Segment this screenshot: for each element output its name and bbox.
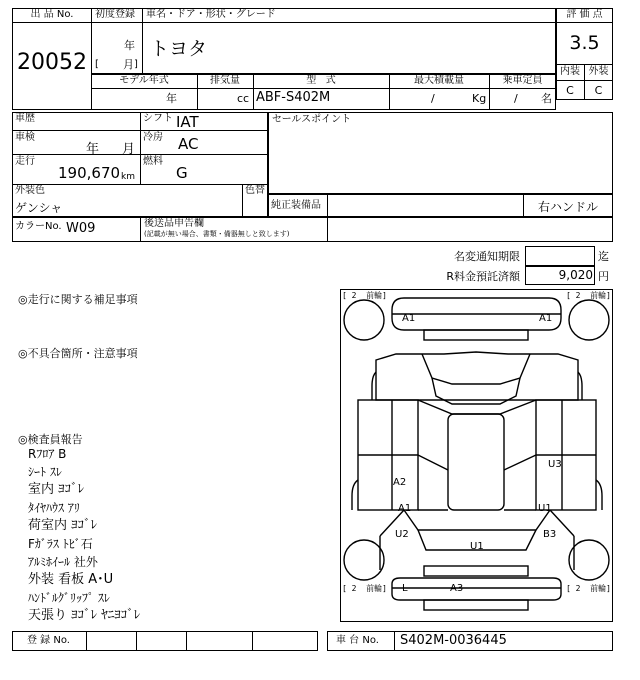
color-no-value: W09 (66, 221, 96, 236)
damage-mark: B3 (543, 529, 557, 540)
notice-suffix: 迄 (598, 250, 609, 263)
remark-line: Fｶﾞﾗｽ ﾄﾋﾞ石 (28, 537, 93, 551)
fuel-label: 燃料 (143, 156, 163, 167)
inspection-month-unit: 月 (122, 142, 136, 157)
exterior-color-label: 外装色 (15, 185, 45, 196)
damage-mark: A2 (393, 477, 407, 488)
exterior-label: 外装 (588, 66, 609, 77)
model-code: ABF-S402M (256, 90, 331, 105)
remark-line: 外装 看板 A･U (28, 572, 114, 587)
chassis-no-value: S402M-0036445 (400, 633, 507, 648)
tire-depth-front-right: [ 2 前輪] (566, 291, 611, 300)
remark-line: Rﾌﾛｱ B (28, 447, 67, 461)
capacity-label: 乗車定員 (502, 75, 543, 86)
remark-line: 天張り ﾖｺﾞﾚ ﾔﾆﾖｺﾞﾚ (28, 608, 141, 623)
model-year-unit: 年 (166, 92, 177, 105)
remark-line: 荷室内 ﾖｺﾞﾚ (28, 518, 98, 533)
ac-label: 冷房 (143, 132, 163, 143)
lot-number: 20052 (17, 50, 87, 75)
damage-mark: A1 (402, 313, 416, 324)
maker-name: トヨタ (150, 38, 208, 60)
exterior-grade: C (594, 84, 603, 97)
inspector-report-label: ◎検査員報告 (18, 433, 83, 446)
person-unit: 名 (541, 92, 552, 105)
tire-depth-rear-right: [ 2 前輪] (566, 584, 611, 593)
color-no-label: カラーNo. (15, 221, 62, 232)
kg-unit: Kg (472, 92, 487, 105)
remark-line: ﾀｲﾔﾊｳｽ ｱﾘ (28, 501, 80, 515)
bracket-open: [ (95, 59, 99, 70)
ac-value: AC (178, 135, 199, 153)
lot-number-label: 出 品 No. (30, 9, 74, 20)
remark-line: ｱﾙﾐﾎｲｰﾙ 社外 (28, 555, 98, 569)
km-unit: km (121, 172, 135, 182)
post-docs-label: 後送品申告欄 (144, 218, 204, 229)
shift-label: シフト (143, 113, 173, 124)
displacement-label: 排気量 (210, 75, 240, 86)
mileage-value: 190,670 (58, 164, 121, 182)
history-label: 車歴 (15, 113, 35, 124)
damage-mark: A3 (450, 583, 464, 594)
model-type-label: 型 式 (306, 75, 336, 86)
model-year-label: モデル年式 (119, 75, 169, 86)
shift-value: IAT (176, 113, 199, 131)
exterior-color-value: ゲンシャ (15, 201, 63, 215)
inspection-label: 車検 (15, 132, 35, 143)
damage-mark: U1 (538, 503, 552, 514)
yen-unit: 円 (598, 270, 609, 283)
driving-notes-label: ◎走行に関する補足事項 (18, 293, 138, 306)
inspection-year-unit: 年 (86, 142, 100, 157)
bracket-close: ] (134, 59, 138, 70)
damage-mark: U2 (395, 529, 409, 540)
recycle-fee-label: R料金預託済額 (446, 270, 520, 283)
first-registration-label: 初度登録 (95, 9, 135, 20)
notice-deadline-box (525, 246, 595, 266)
inspector-remarks (28, 445, 140, 625)
max-load-label: 最大積載量 (414, 75, 464, 86)
damage-mark: U3 (548, 459, 562, 470)
remark-line: ﾊﾝﾄﾞﾙｸﾞﾘｯﾌﾟ ｽﾚ (28, 591, 110, 605)
cc-unit: cc (237, 92, 250, 105)
first-reg-month-unit: 月 (123, 58, 134, 71)
damage-mark: A1 (539, 313, 553, 324)
mileage-label: 走行 (15, 156, 35, 167)
color-no-box (12, 217, 613, 242)
interior-label: 内装 (560, 66, 580, 77)
damage-mark: L (402, 583, 408, 594)
color-change-label: 色替 (245, 185, 265, 196)
damage-mark: A1 (398, 503, 412, 514)
car-name-label: 車名・ドア・形状・グレード (146, 9, 276, 20)
capacity-slash: / (514, 92, 518, 105)
sales-point-label: セールスポイント (272, 114, 352, 125)
notice-deadline-label: 名変通知期限 (454, 250, 520, 263)
interior-grade: C (566, 84, 574, 97)
car-diagram-box (340, 289, 613, 622)
damage-mark: U1 (470, 541, 484, 552)
equipment-label: 純正装備品 (271, 200, 321, 211)
tire-depth-rear-left: [ 2 前輪] (342, 584, 387, 593)
registration-no-label: 登 録 No. (27, 635, 70, 646)
load-slash: / (431, 92, 435, 105)
score-value: 3.5 (569, 32, 600, 54)
remark-line: ｼｰﾄ ｽﾚ (28, 465, 62, 479)
score-label: 評 価 点 (566, 9, 603, 20)
recycle-fee-amount: 9,020 (558, 268, 593, 282)
remark-line: 室内 ﾖｺﾞﾚ (28, 482, 85, 497)
steering-value: 右ハンドル (537, 200, 598, 214)
fuel-value: G (176, 164, 188, 182)
post-docs-note: (記載が無い場合、書類・備器無しと致します) (144, 230, 290, 238)
tire-depth-front-left: [ 2 前輪] (342, 291, 387, 300)
chassis-no-label: 車 台 No. (336, 635, 379, 646)
defect-notes-label: ◎不具合箇所・注意事項 (18, 347, 138, 360)
first-reg-year-unit: 年 (124, 39, 135, 52)
